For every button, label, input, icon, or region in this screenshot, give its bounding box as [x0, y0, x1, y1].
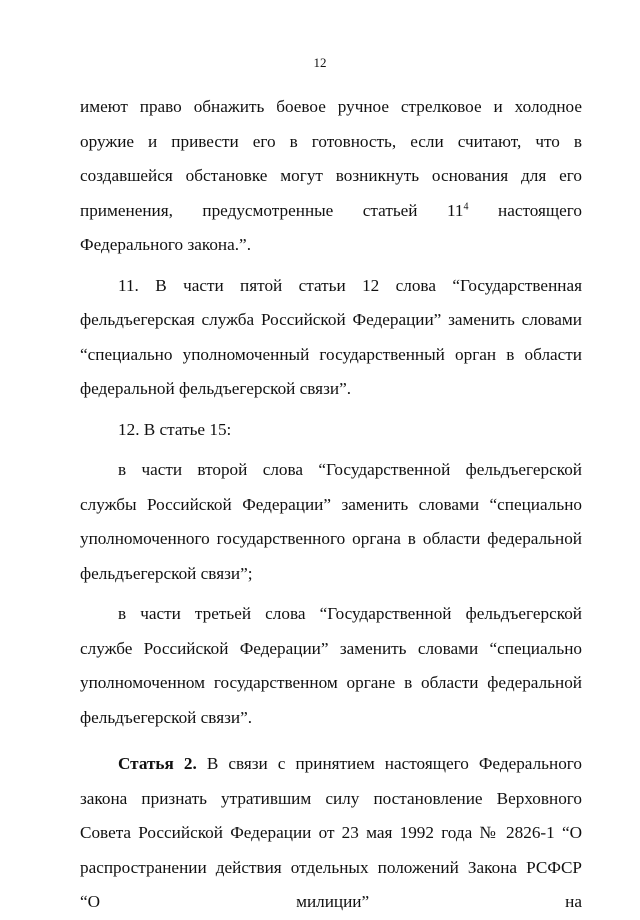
page-number: 12 [313, 55, 327, 70]
document-body [80, 90, 582, 920]
paragraph-part-three: в части третьей слова “Государственной фельдъегерской службе Российской Федерации” заменить словами “специально уполномоченном государственном органе в области федеральной фельдъегерской связи”. [80, 604, 582, 727]
article-text: В связи с принятием настоящего Федерального закона признать утратившим силу постановление Верховного Совета Российской Федерации от 23 мая 1992 года № 2826-1 “О распространении действия отдельных положений Закона РСФСР “О милиции” на [80, 754, 582, 911]
paragraph-article-2 [80, 747, 582, 920]
paragraph-continuation [80, 90, 582, 263]
superscript: 4 [463, 200, 469, 212]
paragraph-item-11: 11. В части пятой статьи 12 слова “Государственная фельдъегерская служба Российской Федерации” заменить словами “специально уполномоченный государственный орган в области федеральной фельдъегерской связи”. [80, 275, 582, 398]
article-heading: Статья 2. [118, 754, 197, 773]
paragraph-text: имеют право обнажить боевое ручное стрелковое и холодное оружие и привести его в готовность, если считают, что в создавшейся обстановке могут возникнуть основания для его применения, предусмотренные статьей 11 [80, 97, 582, 220]
paragraph-text-end: настоящего Федерального закона.”. [80, 200, 582, 254]
paragraph-part-two: в части второй слова “Государственной фельдъегерской службы Российской Федерации” заменить словами “специально уполномоченного государственного органа в области федеральной фельдъегерской связи”; [80, 460, 582, 583]
paragraph-item-12: 12. В статье 15: [118, 419, 232, 439]
